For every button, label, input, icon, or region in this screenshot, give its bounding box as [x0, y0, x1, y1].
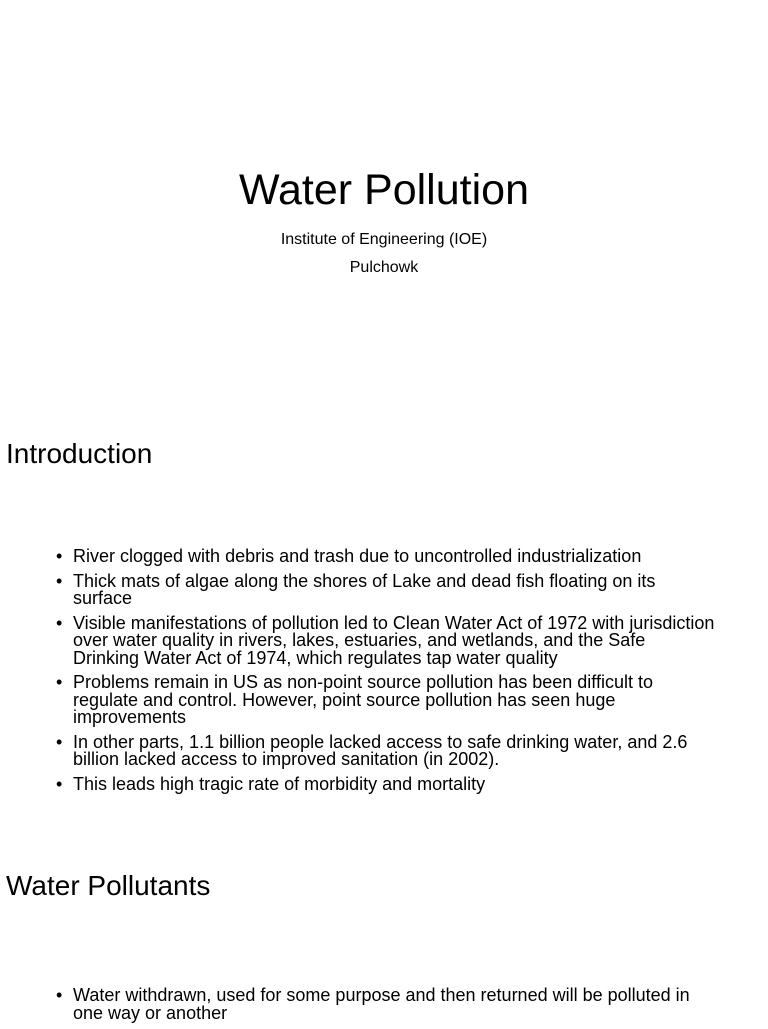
bullet-icon: • — [56, 672, 63, 692]
bullet-icon: • — [56, 570, 63, 591]
bullet-item — [56, 548, 716, 566]
bullet-item — [56, 612, 716, 668]
subtitle-institute: Institute of Engineering (IOE) — [280, 231, 488, 248]
bullet-text: Problems remain in US as non-point source pollution has been difficult to regulate and control. However, point source pollution has seen huge improvements — [73, 672, 653, 727]
bullet-text: Water withdrawn, used for some purpose and then returned will be polluted in one way or another — [73, 985, 690, 1023]
bullet-icon: • — [56, 546, 63, 566]
bullet-text: River clogged with debris and trash due to uncontrolled industrialization — [73, 546, 642, 566]
bullet-text: In other parts, 1.1 billion people lacked access to safe drinking water, and 2.6 billion lacked access to improved sanitation (in 2002). — [73, 731, 688, 769]
presentation-title: Water Pollution — [239, 166, 529, 214]
bullet-text: This leads high tragic rate of morbidity and mortality — [73, 773, 486, 794]
introduction-bullet-list — [56, 548, 716, 800]
bullet-item — [56, 674, 716, 727]
bullet-item — [56, 570, 716, 608]
bullet-text: Thick mats of algae along the shores of Lake and dead fish floating on its surface — [73, 570, 656, 608]
subtitle-campus: Pulchowk — [349, 259, 419, 276]
water-pollutants-slide — [0, 864, 768, 1024]
bullet-icon: • — [56, 985, 63, 1005]
water-pollutants-bullet-list — [56, 987, 716, 1029]
bullet-icon: • — [56, 731, 63, 752]
bullet-item — [56, 987, 716, 1022]
water-pollutants-heading: Water Pollutants — [6, 870, 211, 901]
bullet-item — [56, 731, 716, 769]
bullet-text: Visible manifestations of pollution led to Clean Water Act of 1972 with jurisdiction over water quality in rivers, lakes, estuaries, and wetlands, and the Safe Drinking Water Act of 1974, which regulates tap water quality — [73, 612, 715, 668]
bullet-item — [56, 773, 716, 794]
introduction-heading: Introduction — [6, 438, 153, 469]
bullet-icon: • — [56, 612, 63, 633]
title-slide — [0, 0, 768, 432]
bullet-icon: • — [56, 773, 63, 794]
introduction-slide — [0, 432, 768, 864]
